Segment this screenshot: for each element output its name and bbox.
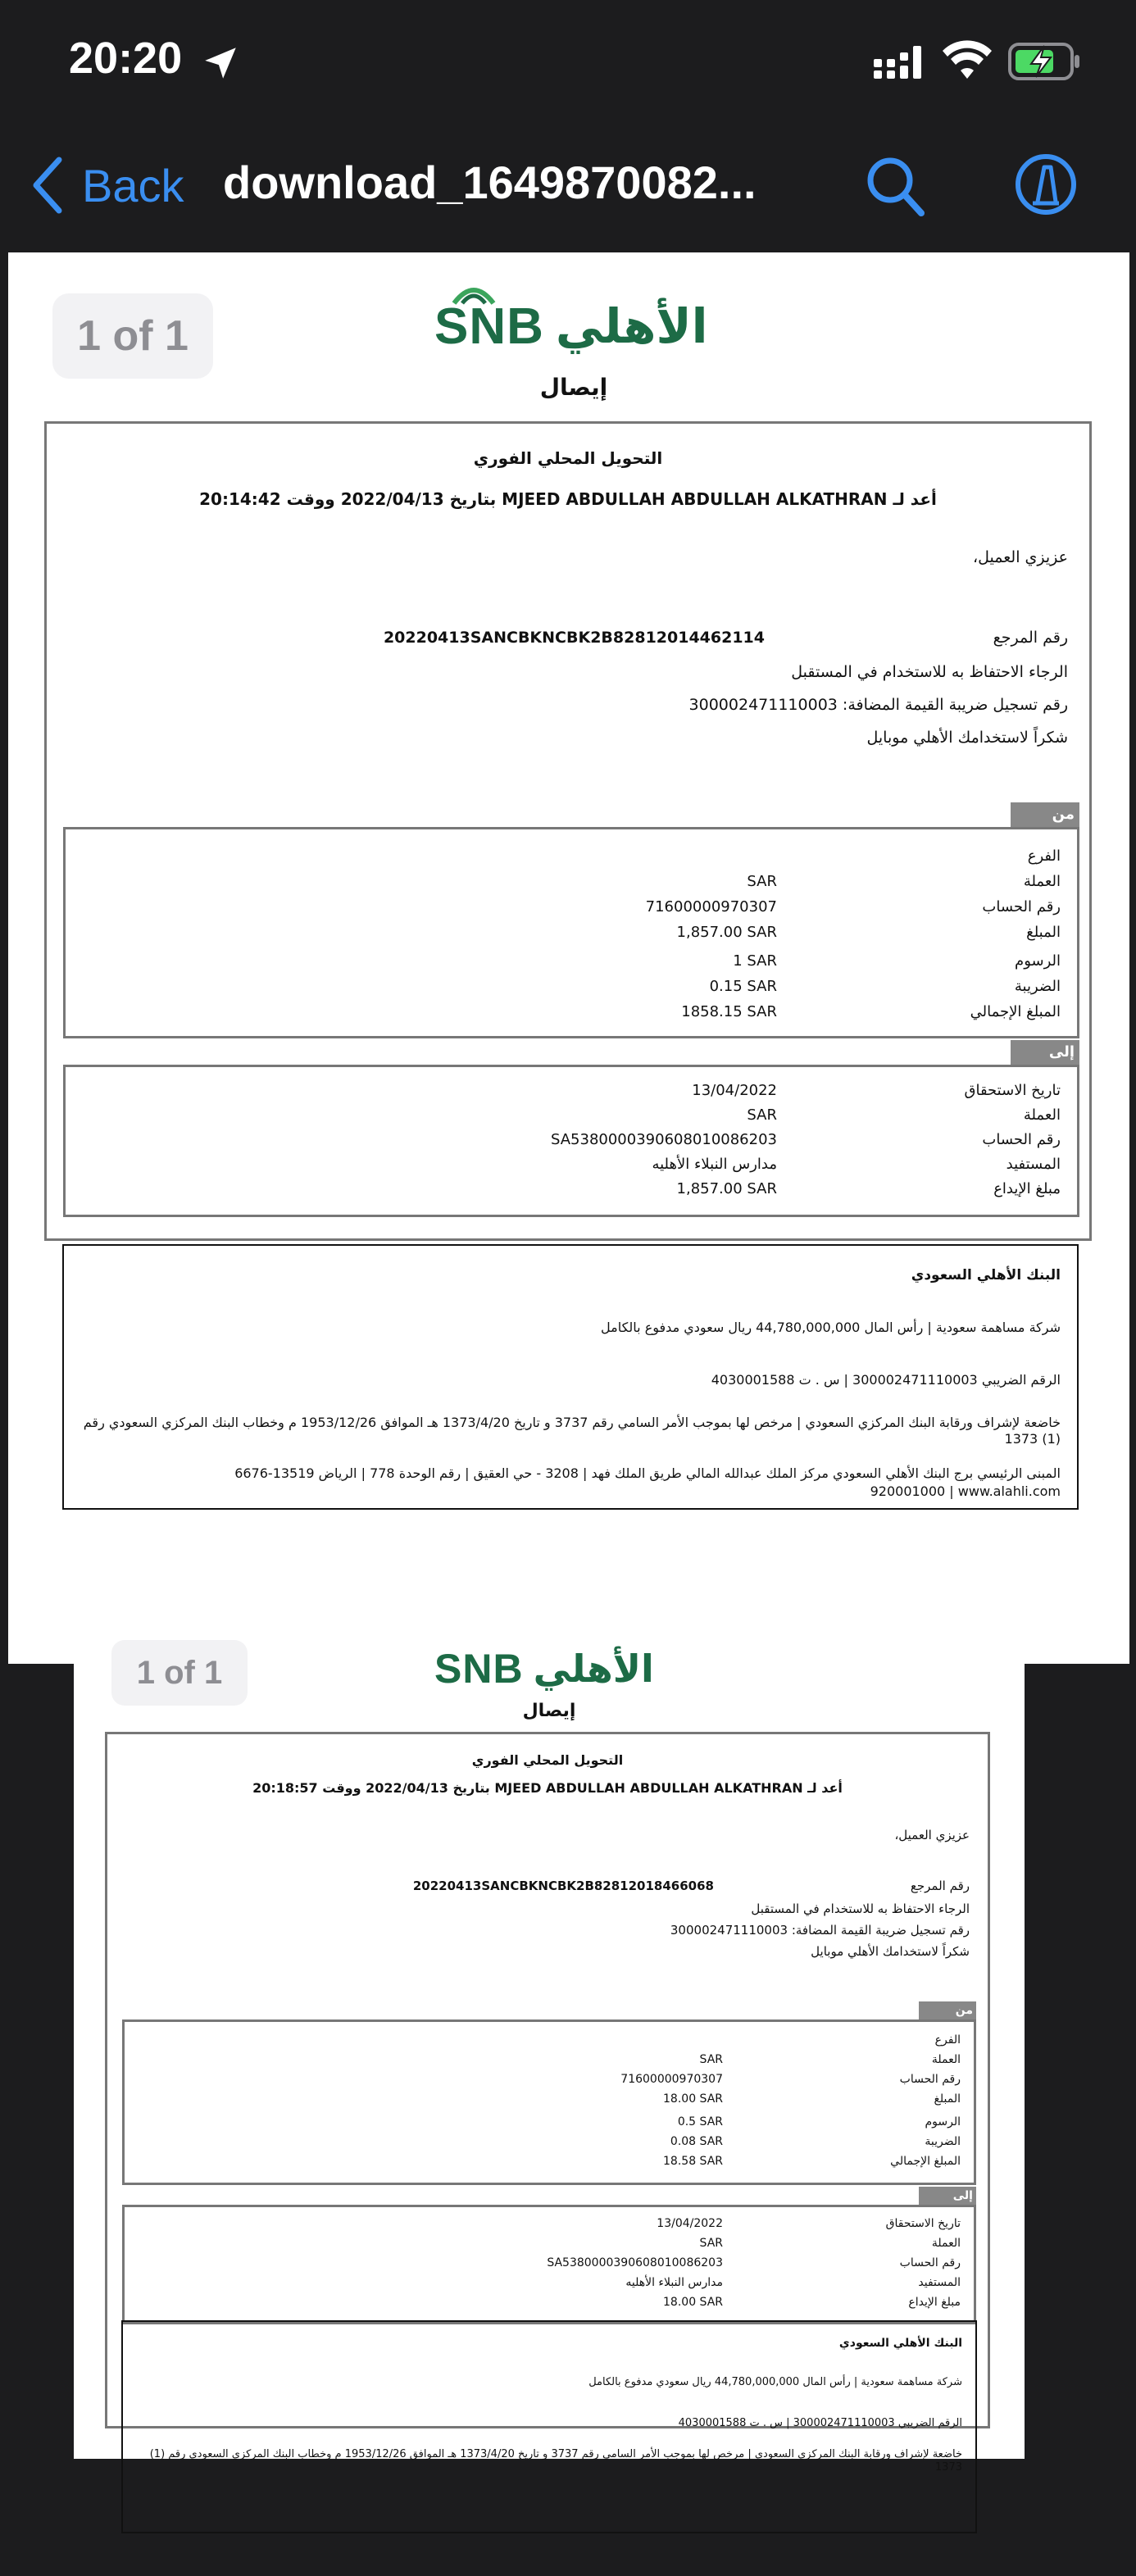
prepared-for-line-2: أعد لـ MJEED ABDULLAH ABDULLAH ALKATHRAN بتاريخ 2022/04/13 ووقت 20:18:57 — [252, 1780, 843, 1796]
from-value: 1 SAR — [733, 952, 777, 970]
snb-logo-mark-icon — [451, 282, 497, 307]
to-row — [125, 2296, 974, 2315]
from-value: 18.00 SAR — [663, 2092, 723, 2106]
from-row — [125, 2115, 974, 2135]
transfer-heading-2: التحويل المحلي الفوري — [471, 1752, 624, 1768]
status-time: 20:20 — [69, 34, 183, 83]
from-section-2 — [122, 2019, 976, 2185]
from-section — [63, 827, 1079, 1038]
to-label: تاريخ الاستحقاق — [964, 1082, 1061, 1099]
to-value: SAR — [699, 2237, 723, 2250]
to-value: 1,857.00 SAR — [676, 1180, 777, 1197]
from-label: الضريبة — [925, 2135, 961, 2148]
bank-footer-2 — [121, 2320, 977, 2533]
to-section-2 — [122, 2205, 976, 2324]
from-value: 0.15 SAR — [709, 978, 777, 995]
wifi-icon — [943, 41, 992, 82]
from-value: 71600000970307 — [620, 2073, 723, 2086]
pdf-page-1[interactable] — [8, 252, 1129, 1664]
from-row — [125, 2135, 974, 2155]
from-section-header-2: من — [919, 2001, 976, 2019]
keep-note-2: الرجاء الاحتفاظ به للاستخدام في المستقبل — [751, 1901, 970, 1916]
to-section-header: إلى — [1011, 1040, 1079, 1065]
pdf-page-2[interactable] — [74, 1609, 1025, 2474]
chevron-left-icon — [31, 157, 64, 214]
from-value: SAR — [747, 873, 777, 890]
from-label: المبلغ الإجمالي — [970, 1003, 1061, 1020]
greeting: عزيزي العميل، — [973, 548, 1068, 566]
to-value: مدارس النبلاء الأهليه — [625, 2276, 723, 2289]
to-label: المستفيد — [1006, 1156, 1061, 1173]
back-button[interactable] — [31, 152, 184, 218]
snb-logo-2 — [434, 1642, 654, 1696]
reference-value: 20220413SANCBKNCBK2B82812014462114 — [383, 629, 765, 647]
greeting-2: عزيزي العميل، — [894, 1828, 970, 1842]
document-title: download_1649870082... — [223, 157, 757, 208]
bank-name-2: البنك الأهلي السعودي — [838, 2337, 962, 2350]
from-row — [125, 2033, 974, 2053]
to-label: مبلغ الإيداع — [908, 2296, 961, 2309]
from-row — [66, 1003, 1077, 1029]
to-label: المستفيد — [918, 2276, 961, 2289]
page-counter-2: 1 of 1 — [111, 1640, 248, 1706]
to-label: مبلغ الإيداع — [993, 1180, 1061, 1197]
to-value: 18.00 SAR — [663, 2296, 723, 2309]
reference-label: رقم المرجع — [993, 629, 1068, 647]
bank-footer — [62, 1244, 1079, 1510]
from-value: SAR — [699, 2053, 723, 2066]
reference-value-2: 20220413SANCBKNCBK2B82812018466068 — [412, 1879, 714, 1893]
brand-arabic-2: الأهلي — [533, 1647, 654, 1691]
from-row — [125, 2092, 974, 2112]
bank-address: المبنى الرئيسي برج البنك الأهلي السعودي مركز الملك عبدالله المالي طريق الملك فهد | 3208 - حي العقيق | رقم الوحدة 778 | الرياض 13519-6676 — [234, 1465, 1061, 1481]
to-label: رقم الحساب — [899, 2256, 961, 2269]
from-value: 0.08 SAR — [670, 2135, 723, 2148]
to-value: SA5380000390608010086203 — [550, 1131, 777, 1148]
snb-logo — [434, 293, 708, 359]
to-value: 13/04/2022 — [657, 2217, 723, 2230]
to-value: SA5380000390608010086203 — [547, 2256, 723, 2269]
from-value: 0.5 SAR — [677, 2115, 723, 2128]
thanks-note: شكراً لاستخدامك الأهلي موبايل — [866, 729, 1068, 747]
from-row — [125, 2155, 974, 2174]
bank-contact: 920001000 | www.alahli.com — [870, 1483, 1061, 1499]
from-row — [66, 847, 1077, 873]
back-label: Back — [82, 159, 184, 211]
markup-pen-icon[interactable] — [1013, 148, 1079, 221]
to-value: 13/04/2022 — [692, 1082, 777, 1099]
bank-name: البنك الأهلي السعودي — [911, 1267, 1061, 1283]
brand-latin: SNB — [434, 298, 544, 355]
from-label: المبلغ — [1026, 924, 1061, 941]
thanks-note-2: شكراً لاستخدامك الأهلي موبايل — [811, 1944, 970, 1959]
brand-arabic: الأهلي — [555, 298, 708, 354]
to-row — [125, 2276, 974, 2296]
bank-tax: الرقم الضريبي 300002471110003 | س . ت 4030001588 — [711, 1372, 1061, 1388]
from-row — [66, 924, 1077, 949]
bank-regulation: خاضعة لإشراف ورقابة البنك المركزي السعودي | مرخص لها بموجب الأمر السامي رقم 3737 و تاريخ 1373/4/20 هـ الموافق 1953/12/26 م وخطاب البنك المركزي السعودي رقم (1) 1373 — [83, 1415, 1061, 1447]
from-label: الضريبة — [1014, 978, 1061, 995]
to-label: العملة — [1023, 1106, 1061, 1124]
to-row — [66, 1131, 1077, 1156]
from-row — [125, 2053, 974, 2073]
from-value: 71600000970307 — [645, 898, 777, 915]
to-label: العملة — [931, 2237, 961, 2250]
to-label: تاريخ الاستحقاق — [885, 2217, 961, 2230]
to-row — [125, 2256, 974, 2276]
from-label: الرسوم — [925, 2115, 961, 2128]
from-row — [66, 898, 1077, 924]
from-section-header: من — [1011, 802, 1079, 827]
from-label: الرسوم — [1015, 952, 1061, 970]
location-arrow-icon — [200, 43, 241, 84]
to-row — [66, 1106, 1077, 1131]
bank-tax-2: الرقم الضريبي 300002471110003 | س . ت 4030001588 — [678, 2417, 962, 2429]
from-label: الفرع — [934, 2033, 961, 2047]
from-row — [66, 873, 1077, 898]
to-row — [125, 2237, 974, 2256]
from-value: 1858.15 SAR — [681, 1003, 777, 1020]
to-section-header-2: إلى — [919, 2187, 976, 2205]
to-section — [63, 1065, 1079, 1217]
to-row — [66, 1156, 1077, 1180]
bank-capital-2: شركة مساهمة سعودية | رأس المال 44,780,000,000 ريال سعودي مدفوع بالكامل — [588, 2376, 962, 2388]
cellular-signal-icon — [874, 46, 926, 79]
receipt-title: إيصال — [539, 374, 608, 401]
to-row — [66, 1082, 1077, 1106]
to-row — [66, 1180, 1077, 1205]
reference-label-2: رقم المرجع — [910, 1879, 970, 1893]
to-row — [125, 2217, 974, 2237]
to-value: مدارس النبلاء الأهليه — [652, 1156, 777, 1173]
keep-note: الرجاء الاحتفاظ به للاستخدام في المستقبل — [791, 663, 1068, 681]
brand-latin-2: SNB — [434, 1646, 524, 1692]
vat-registration-2: رقم تسجيل ضريبة القيمة المضافة: 300002471110003 — [670, 1923, 970, 1938]
to-label: رقم الحساب — [982, 1131, 1061, 1148]
status-bar — [0, 0, 1136, 123]
from-label: العملة — [931, 2053, 961, 2066]
receipt-title-2: إيصال — [522, 1701, 576, 1721]
search-icon[interactable] — [862, 148, 928, 221]
bank-capital: شركة مساهمة سعودية | رأس المال 44,780,000,000 ريال سعودي مدفوع بالكامل — [601, 1320, 1061, 1335]
from-label: رقم الحساب — [899, 2073, 961, 2086]
from-value: 18.58 SAR — [663, 2155, 723, 2168]
to-value: SAR — [747, 1106, 777, 1124]
from-label: المبلغ — [934, 2092, 961, 2106]
from-row — [66, 952, 1077, 978]
prepared-for-line: أعد لـ MJEED ABDULLAH ABDULLAH ALKATHRAN بتاريخ 2022/04/13 ووقت 20:14:42 — [199, 489, 937, 509]
from-row — [125, 2073, 974, 2092]
vat-registration: رقم تسجيل ضريبة القيمة المضافة: 300002471110003 — [688, 696, 1068, 714]
from-label: العملة — [1023, 873, 1061, 890]
receipt-box — [44, 421, 1092, 1241]
battery-charging-icon — [1008, 41, 1082, 82]
page-counter: 1 of 1 — [52, 293, 213, 379]
from-label: المبلغ الإجمالي — [890, 2155, 961, 2168]
from-label: رقم الحساب — [982, 898, 1061, 915]
from-label: الفرع — [1027, 847, 1061, 865]
navigation-bar — [0, 123, 1136, 246]
transfer-heading: التحويل المحلي الفوري — [473, 448, 663, 468]
from-value: 1,857.00 SAR — [676, 924, 777, 941]
bank-regulation-2: خاضعة لإشراف ورقابة البنك المركزي السعودي | مرخص لها بموجب الأمر السامي رقم 3737 و تاريخ 1373/4/20 هـ الموافق 1953/12/26 م وخطاب البنك المركزي السعودي رقم (1) 1373 — [149, 2448, 962, 2474]
from-row — [66, 978, 1077, 1003]
